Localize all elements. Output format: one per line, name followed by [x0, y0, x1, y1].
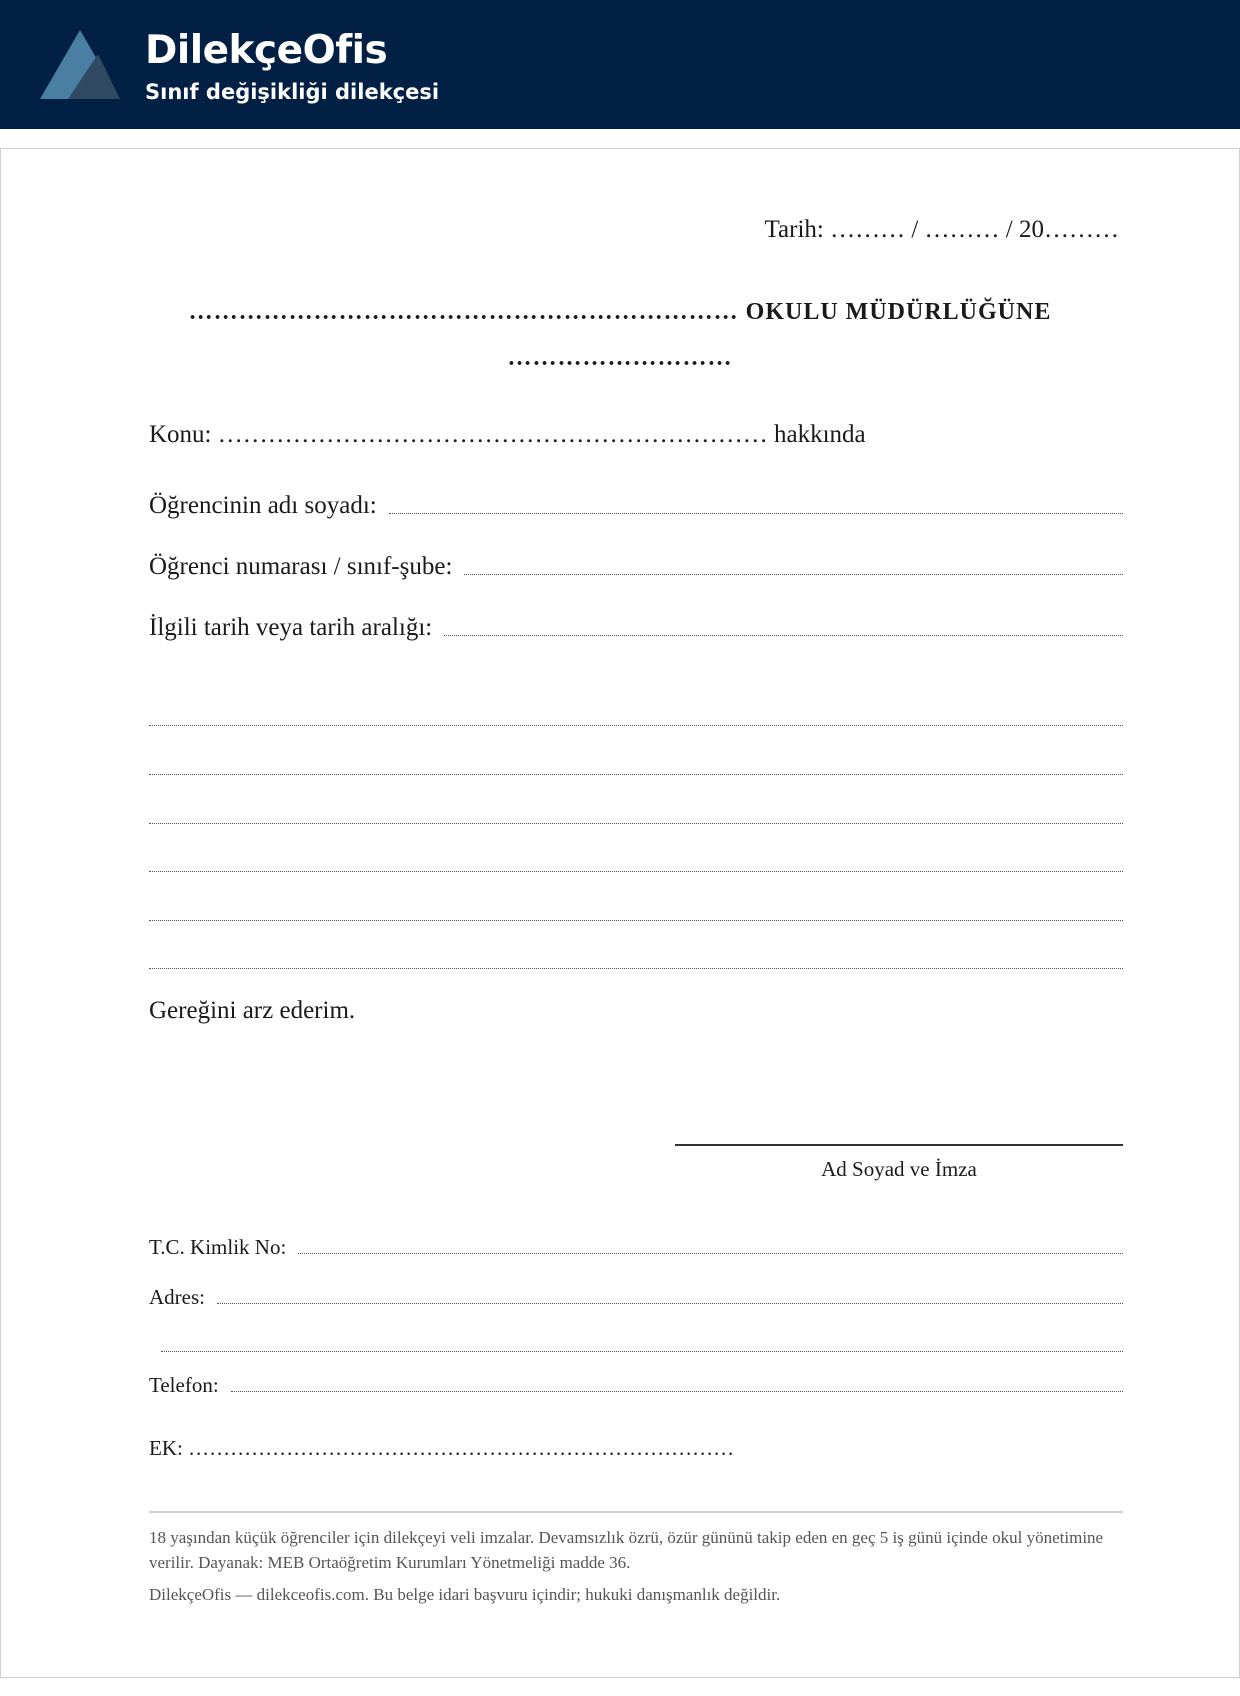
address-line-2[interactable] [161, 1351, 1123, 1352]
body-line-6[interactable] [149, 968, 1123, 969]
signature-label: Ad Soyad ve İmza [821, 1157, 977, 1181]
date-line: Tarih: ……… / ……… / 20……… [764, 216, 1119, 243]
body-line-3[interactable] [149, 823, 1123, 824]
subject-line: Konu: ………………………………………………………… hakkında [149, 421, 866, 448]
legal-note: 18 yaşından küçük öğrenciler için dilekçeyi veli imzalar. Devamsızlık özrü, özür gününü takip eden en geç 5 iş günü içinde okul yönetimine verilir. Dayanak: MEB Ortaöğretim Kurumları Yönetmeliği madde 36. [149, 1528, 1104, 1572]
phone-input-line[interactable] [231, 1390, 1123, 1392]
body-line-5[interactable] [149, 920, 1123, 921]
triangle-logo-icon [40, 30, 120, 99]
tc-no-input-line[interactable] [298, 1252, 1123, 1254]
addressee-line: ………………………………………………………… OKULU MÜDÜRLÜĞÜNE ……………………… [188, 299, 1052, 371]
footer-divider [149, 1511, 1123, 1513]
tc-no-label: T.C. Kimlik No: [149, 1235, 287, 1259]
app-header [0, 0, 1240, 129]
student-name-field [149, 492, 1123, 520]
phone-label: Telefon: [149, 1373, 219, 1397]
address-input-line[interactable] [217, 1302, 1123, 1304]
phone-field [149, 1373, 1123, 1398]
closing-text: Gereğini arz ederim. [149, 997, 356, 1024]
body-line-1[interactable] [149, 725, 1123, 726]
attachment-line: EK: …………………………………………………………………… [149, 1436, 735, 1460]
address-label: Adres: [149, 1285, 205, 1309]
student-name-input-line[interactable] [389, 512, 1123, 514]
address-field [149, 1285, 1123, 1310]
signature-line[interactable] [675, 1144, 1123, 1146]
date-range-input-line[interactable] [444, 634, 1123, 636]
footer-text: DilekçeOfis — dilekceofis.com. Bu belge idari başvuru içindir; hukuki danışmanlık değildir. [149, 1585, 781, 1604]
page-subtitle: Sınıf değişikliği dilekçesi [145, 80, 440, 104]
petition-sheet [0, 148, 1240, 1678]
student-name-label: Öğrencinin adı soyadı: [149, 492, 377, 519]
date-range-field [149, 614, 1123, 642]
date-range-label: İlgili tarih veya tarih aralığı: [149, 614, 433, 641]
brand-name: DilekçeOfis [145, 28, 388, 73]
student-number-input-line[interactable] [464, 573, 1123, 575]
tc-no-field [149, 1235, 1123, 1260]
student-number-field [149, 553, 1123, 581]
body-line-2[interactable] [149, 774, 1123, 775]
student-number-label: Öğrenci numarası / sınıf-şube: [149, 553, 453, 580]
body-line-4[interactable] [149, 871, 1123, 872]
